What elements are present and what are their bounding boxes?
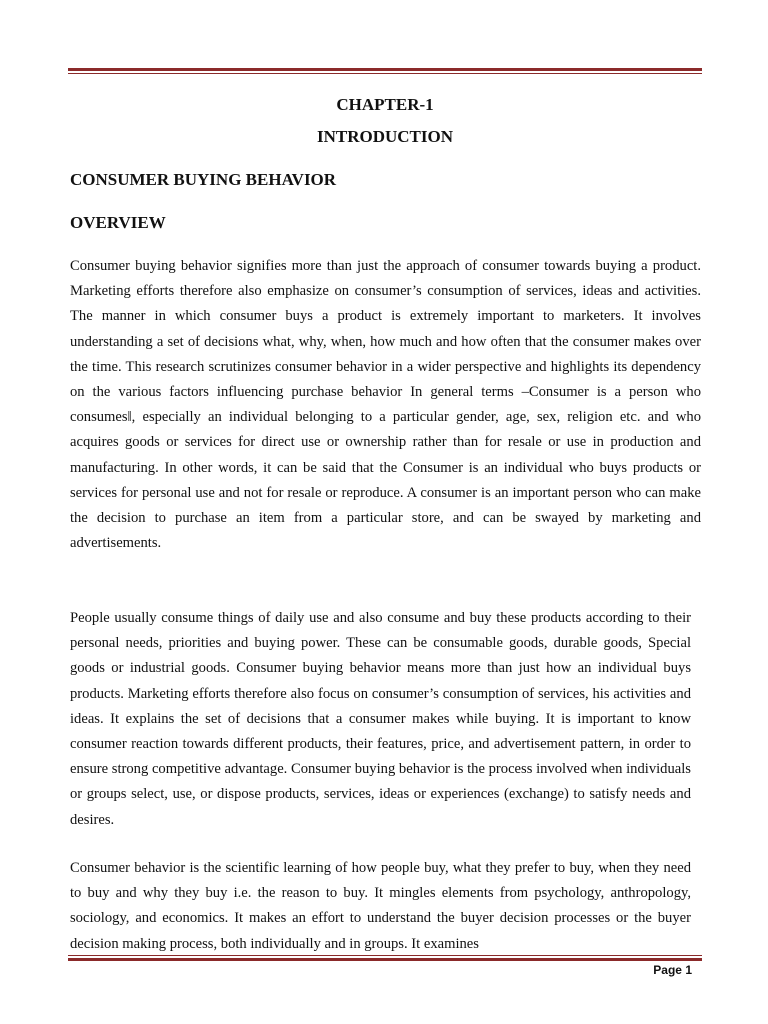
- paragraph-3: Consumer behavior is the scientific learning of how people buy, what they prefer to buy, when they need to buy and why they buy i.e. the reason to buy. It mingles elements from psychology, anthropology, sociology, and economics. It makes an effort to understand the buyer decision processes or the buyer decision making process, both individually and in groups. It examines: [70, 860, 691, 952]
- paragraph-1: Consumer buying behavior signifies more than just the approach of consumer towards buying a product. Marketing efforts therefore also emphasize on consumer’s consumption of services, ideas and activities. The manner in which consumer buys a product is extremely important to marketers. It involves understanding a set of decisions what, why, when, how much and how often that the consumer makes over the time. This research scrutinizes consumer behavior in a wider perspective and highlights its dependency on the various factors influencing purchase behavior In general terms –Consumer is a person who consumes‖, especially an individual belonging to a particular gender, age, sex, religion etc. and who acquires goods or services for direct use or ownership rather than for resale or use in production and manufacturing. In other words, it can be said that the Consumer is an individual who buys products or services for personal use and not for resale or reproduce. A consumer is an important person who can make the decision to purchase an item from a particular store, and can be swayed by marketing and advertisements.: [70, 258, 701, 552]
- header-rule: [68, 68, 702, 74]
- footer-rule: [68, 955, 702, 961]
- chapter-title: INTRODUCTION: [316, 127, 454, 146]
- subsection-heading: OVERVIEW: [70, 213, 166, 232]
- chapter-label: CHAPTER-1: [336, 95, 434, 114]
- page-number: Page 1: [653, 963, 692, 977]
- section-heading: CONSUMER BUYING BEHAVIOR: [70, 170, 337, 189]
- paragraph-2: People usually consume things of daily use and also consume and buy these products according to their personal needs, priorities and buying power. These can be consumable goods, durable goods, Special goods or industrial goods. Consumer buying behavior means more than just how an individual buys products. Marketing efforts therefore also focus on consumer’s consumption of services, his activities and ideas. It explains the set of decisions that a consumer makes while buying. It is important to know consumer reaction towards different products, their features, price, and advertisement pattern, in order to ensure strong competitive advantage. Consumer buying behavior is the process involved when individuals or groups select, use, or dispose products, services, ideas or experiences (exchange) to satisfy needs and desires.: [70, 610, 691, 828]
